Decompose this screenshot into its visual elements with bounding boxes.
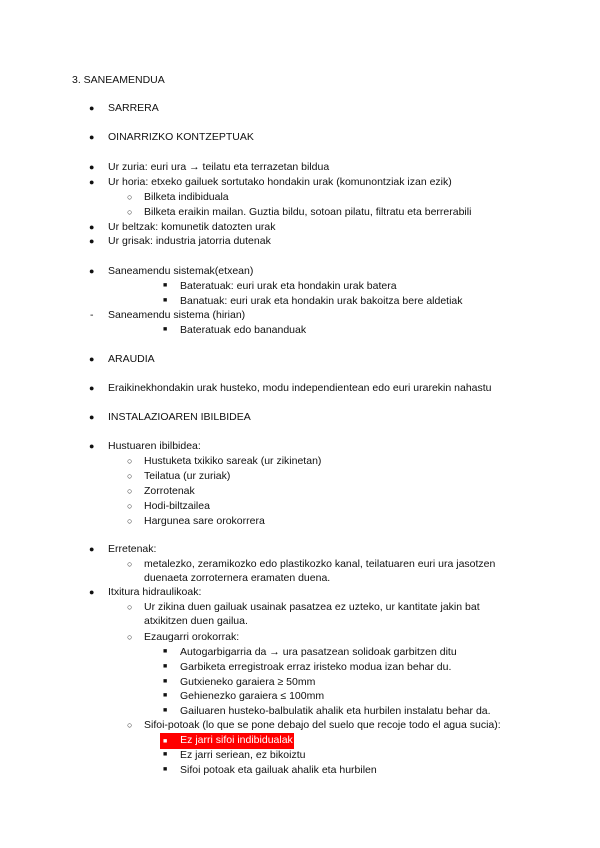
list-item: Ezaugarri orokorrak:: [144, 631, 240, 643]
list-item: Ur horia: etxeko gailuek sortutako hondakin urak (komunontziak izan ezik): [108, 176, 452, 188]
bullet-circle: ○: [127, 516, 133, 526]
bullet-dot: ●: [89, 587, 95, 597]
bullet-circle: ○: [127, 486, 133, 496]
list-item: Saneamendu sistema (hirian): [108, 309, 246, 321]
bullet-dot: ●: [89, 354, 95, 364]
list-item: Banatuak: euri urak eta hondakin urak bakoitza bere aldetiak: [180, 295, 463, 307]
bullet-circle: ○: [127, 632, 133, 642]
list-item: Zorrotenak: [144, 485, 195, 497]
bullet-square: ■: [163, 692, 168, 699]
list-item: Gutxieneko garaiera ≥ 50mm: [180, 676, 316, 688]
bullet-square: ■: [163, 326, 168, 333]
list-item: Itxitura hidraulikoak:: [108, 586, 202, 598]
list-item: Bateratuak edo bananduak: [180, 324, 307, 336]
bullet-dot: ●: [89, 177, 95, 187]
list-item: Hustuaren ibilbidea:: [108, 440, 201, 452]
list-item-continuation: atxikitzen duen gailua.: [144, 615, 248, 627]
section-title: 3. SANEAMENDUA: [72, 74, 165, 86]
bullet-square: ■: [163, 738, 168, 745]
list-item: Erretenak:: [108, 543, 157, 555]
bullet-square: ■: [163, 648, 168, 655]
list-item: Sifoi potoak eta gailuak ahalik eta hurbilen: [180, 764, 377, 776]
bullet-dot: ●: [89, 544, 95, 554]
highlighted-item: [160, 733, 294, 749]
bullet-dot: ●: [89, 236, 95, 246]
highlighted-text: Ez jarri sifoi indibidualak: [180, 734, 293, 746]
list-item: Bilketa indibiduala: [144, 191, 229, 203]
bullet-square: ■: [163, 678, 168, 685]
bullet-circle: ○: [127, 720, 133, 730]
bullet-square: ■: [163, 297, 168, 304]
bullet-square: ■: [163, 707, 168, 714]
list-item: Bilketa eraikin mailan. Guztia bildu, sotoan pilatu, filtratu eta berrerabili: [144, 206, 472, 218]
bullet-square: ■: [163, 766, 168, 773]
heading-sarrera: SARRERA: [108, 102, 159, 114]
bullet-dash: -: [90, 309, 94, 321]
bullet-square: ■: [163, 751, 168, 758]
bullet-circle: ○: [127, 501, 133, 511]
list-item: Ez jarri seriean, ez bikoiztu: [180, 749, 306, 761]
list-item: Gehienezko garaiera ≤ 100mm: [180, 690, 325, 702]
list-item: Garbiketa erregistroak erraz iristeko modua izan behar du.: [180, 661, 452, 673]
bullet-circle: ○: [127, 559, 133, 569]
list-item: Eraikinekhondakin urak husteko, modu independientean edo euri urarekin nahastu: [108, 382, 492, 394]
list-item-continuation: duenaeta zorroternera eramaten duena.: [144, 572, 331, 584]
bullet-circle: ○: [127, 602, 133, 612]
bullet-dot: ●: [89, 412, 95, 422]
list-item: Hodi-biltzailea: [144, 500, 210, 512]
list-item: Gailuaren husteko-balbulatik ahalik eta hurbilen instalatu behar da.: [180, 705, 491, 717]
bullet-square: ■: [163, 663, 168, 670]
bullet-circle: ○: [127, 471, 133, 481]
list-item: Sifoi-potoak (lo que se pone debajo del suelo que recoje todo el agua sucia):: [144, 719, 501, 731]
list-item: Hustuketa txikiko sareak (ur zikinetan): [144, 455, 322, 467]
bullet-dot: ●: [89, 103, 95, 113]
bullet-dot: ●: [89, 162, 95, 172]
bullet-dot: ●: [89, 132, 95, 142]
list-item: Bateratuak: euri urak eta hondakin urak batera: [180, 280, 397, 292]
list-item: Ur zikina duen gailuak usainak pasatzea ez uzteko, ur kantitate jakin bat: [144, 601, 480, 613]
list-item: Teilatua (ur zuriak): [144, 470, 231, 482]
bullet-circle: ○: [127, 207, 133, 217]
list-item: Saneamendu sistemak(etxean): [108, 265, 254, 277]
bullet-circle: ○: [127, 192, 133, 202]
bullet-circle: ○: [127, 456, 133, 466]
list-item: Ur grisak: industria jatorria dutenak: [108, 235, 271, 247]
bullet-dot: ●: [89, 383, 95, 393]
list-item: metalezko, zeramikozko edo plastikozko kanal, teilatuaren euri ura jasotzen: [144, 558, 496, 570]
bullet-dot: ●: [89, 222, 95, 232]
heading-araudia: ARAUDIA: [108, 353, 155, 365]
bullet-dot: ●: [89, 266, 95, 276]
heading-instalazioaren: INSTALAZIOAREN IBILBIDEA: [108, 411, 251, 423]
list-item: Ur zuria: euri ura → teilatu eta terrazetan bildua: [108, 161, 330, 173]
list-item: Hargunea sare orokorrera: [144, 515, 265, 527]
bullet-dot: ●: [89, 441, 95, 451]
list-item: Autogarbigarria da → ura pasatzean solidoak garbitzen ditu: [180, 646, 457, 658]
heading-oinarrizko: OINARRIZKO KONTZEPTUAK: [108, 131, 254, 143]
bullet-square: ■: [163, 282, 168, 289]
list-item: Ur beltzak: komunetik datozten urak: [108, 221, 276, 233]
